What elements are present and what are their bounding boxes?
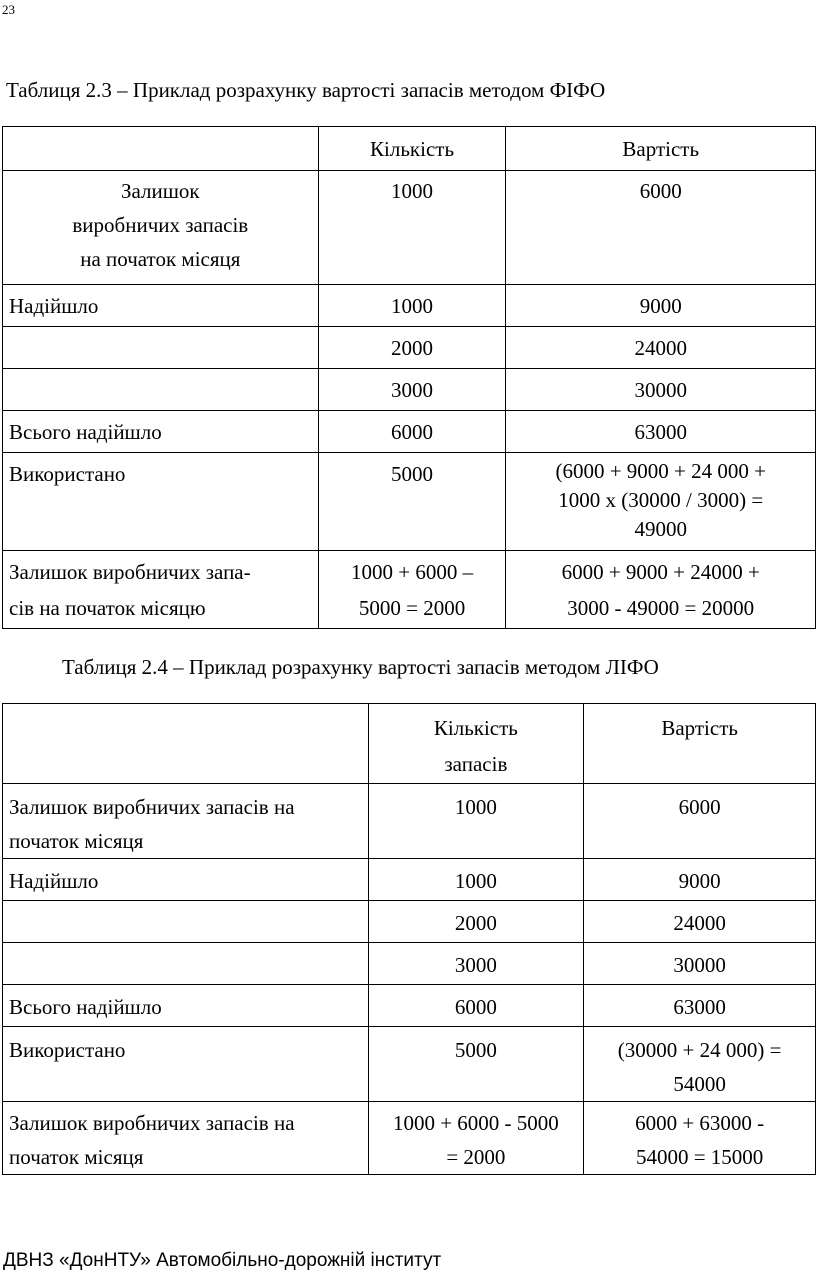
table-row bbox=[3, 453, 816, 551]
label-line: виробничих запасів bbox=[72, 213, 249, 237]
cost-line: 63000 bbox=[673, 995, 726, 1019]
table-row bbox=[3, 285, 816, 327]
row-label bbox=[3, 784, 369, 859]
row-quantity bbox=[368, 1102, 584, 1175]
cost-line: 54000 = 15000 bbox=[635, 1145, 764, 1169]
qty-line: 5000 = 2000 bbox=[358, 596, 466, 620]
table-row bbox=[3, 784, 816, 859]
row-label bbox=[3, 859, 369, 901]
label-line: Всього надійшло bbox=[9, 995, 162, 1019]
row-cost bbox=[584, 784, 816, 859]
row-quantity bbox=[368, 1027, 584, 1102]
cost-line: 30000 bbox=[673, 953, 726, 977]
label-line: сів на початок місяцю bbox=[9, 596, 206, 620]
row-label bbox=[3, 901, 369, 943]
row-cost bbox=[506, 369, 816, 411]
cost-line: 9000 bbox=[639, 294, 682, 318]
qty-line: 2000 bbox=[391, 336, 434, 360]
row-quantity bbox=[318, 453, 506, 551]
qty-line: 1000 bbox=[391, 179, 434, 203]
qty-line: 1000 + 6000 - 5000 bbox=[392, 1111, 559, 1135]
cost-line: 6000 bbox=[678, 795, 721, 819]
table-row bbox=[3, 551, 816, 629]
row-label bbox=[3, 943, 369, 985]
cost-line: 30000 bbox=[634, 378, 687, 402]
lifo-table bbox=[2, 703, 816, 1175]
row-label bbox=[3, 1027, 369, 1102]
row-cost bbox=[506, 285, 816, 327]
table-row bbox=[3, 859, 816, 901]
cost-line: 54000 bbox=[673, 1072, 726, 1096]
fifo-table bbox=[2, 126, 816, 629]
table-row bbox=[3, 411, 816, 453]
header-line: Кількість bbox=[433, 716, 518, 740]
row-label bbox=[3, 285, 319, 327]
row-cost bbox=[584, 985, 816, 1027]
label-line: Залишок виробничих запасів на bbox=[9, 1111, 295, 1135]
cost-line: 1000 х (30000 / 3000) = bbox=[558, 488, 764, 512]
row-quantity bbox=[318, 327, 506, 369]
table-row bbox=[3, 1102, 816, 1175]
table-row bbox=[3, 943, 816, 985]
row-quantity bbox=[368, 859, 584, 901]
row-quantity bbox=[318, 369, 506, 411]
qty-line: 3000 bbox=[391, 378, 434, 402]
row-cost bbox=[584, 1102, 816, 1175]
table-row bbox=[3, 985, 816, 1027]
label-line: Залишок виробничих запасів на bbox=[9, 795, 295, 819]
table-row bbox=[3, 901, 816, 943]
header-empty-cell bbox=[3, 704, 369, 784]
label-line: Надійшло bbox=[9, 294, 99, 318]
table-header-row bbox=[3, 127, 816, 171]
table-2-4-caption: Таблиця 2.4 – Приклад розрахунку вартості запасів методом ЛІФО bbox=[62, 655, 659, 679]
row-quantity bbox=[368, 985, 584, 1027]
cost-line: 6000 + 9000 + 24000 + bbox=[561, 560, 760, 584]
qty-line: 2000 bbox=[454, 911, 497, 935]
row-label bbox=[3, 411, 319, 453]
row-cost bbox=[506, 327, 816, 369]
header-quantity: Кількість bbox=[318, 127, 506, 171]
qty-line: 5000 bbox=[391, 462, 434, 486]
cost-line: 24000 bbox=[673, 911, 726, 935]
label-line: Надійшло bbox=[9, 869, 99, 893]
row-label bbox=[3, 327, 319, 369]
label-line: Залишок виробничих запа- bbox=[9, 560, 251, 584]
qty-line: 1000 bbox=[454, 869, 497, 893]
row-quantity bbox=[318, 551, 506, 629]
label-line: початок місяця bbox=[9, 829, 144, 853]
row-label bbox=[3, 453, 319, 551]
header-quantity bbox=[368, 704, 584, 784]
row-quantity bbox=[368, 943, 584, 985]
cost-line: 49000 bbox=[634, 517, 687, 541]
qty-line: 5000 bbox=[454, 1038, 497, 1062]
row-cost bbox=[506, 411, 816, 453]
qty-line: 1000 bbox=[454, 795, 497, 819]
label-line: початок місяця bbox=[9, 1145, 144, 1169]
table-row bbox=[3, 171, 816, 285]
row-cost bbox=[506, 171, 816, 285]
qty-line: 6000 bbox=[454, 995, 497, 1019]
row-quantity bbox=[318, 285, 506, 327]
label-line: Використано bbox=[9, 462, 126, 486]
cost-line: 24000 bbox=[634, 336, 687, 360]
row-label bbox=[3, 985, 369, 1027]
row-cost bbox=[506, 551, 816, 629]
header-cost: Вартість bbox=[506, 127, 816, 171]
page-number: 23 bbox=[2, 2, 15, 17]
row-cost bbox=[584, 859, 816, 901]
row-quantity bbox=[368, 901, 584, 943]
qty-line: 3000 bbox=[454, 953, 497, 977]
cost-line: 6000 + 63000 - bbox=[635, 1111, 765, 1135]
label-line: на початок місяця bbox=[80, 247, 241, 271]
row-cost bbox=[584, 943, 816, 985]
row-label bbox=[3, 551, 319, 629]
cost-line: 9000 bbox=[678, 869, 721, 893]
table-2-3-caption: Таблиця 2.3 – Приклад розрахунку вартості запасів методом ФІФО bbox=[6, 78, 606, 102]
row-label bbox=[3, 171, 319, 285]
row-cost bbox=[584, 1027, 816, 1102]
table-row bbox=[3, 369, 816, 411]
table-header-row bbox=[3, 704, 816, 784]
cost-line: 63000 bbox=[634, 420, 687, 444]
table-row bbox=[3, 1027, 816, 1102]
row-cost bbox=[506, 453, 816, 551]
header-line: запасів bbox=[444, 752, 508, 776]
header-cost: Вартість bbox=[584, 704, 816, 784]
row-label bbox=[3, 1102, 369, 1175]
label-line: Використано bbox=[9, 1038, 126, 1062]
qty-line: 6000 bbox=[391, 420, 434, 444]
label-line: Залишок bbox=[121, 179, 200, 203]
row-quantity bbox=[368, 784, 584, 859]
cost-line: 6000 bbox=[639, 179, 682, 203]
row-cost bbox=[584, 901, 816, 943]
cost-line: (6000 + 9000 + 24 000 + bbox=[555, 459, 766, 483]
row-quantity bbox=[318, 171, 506, 285]
qty-line: 1000 bbox=[391, 294, 434, 318]
qty-line: = 2000 bbox=[446, 1145, 506, 1169]
label-line: Всього надійшло bbox=[9, 420, 162, 444]
qty-line: 1000 + 6000 – bbox=[350, 560, 474, 584]
cost-line: (30000 + 24 000) = bbox=[617, 1038, 782, 1062]
table-row bbox=[3, 327, 816, 369]
row-quantity bbox=[318, 411, 506, 453]
row-label bbox=[3, 369, 319, 411]
cost-line: 3000 - 49000 = 20000 bbox=[567, 596, 755, 620]
page-footer: ДВНЗ «ДонНТУ» Автомобільно-дорожній інститут bbox=[3, 1250, 442, 1271]
header-empty-cell bbox=[3, 127, 319, 171]
